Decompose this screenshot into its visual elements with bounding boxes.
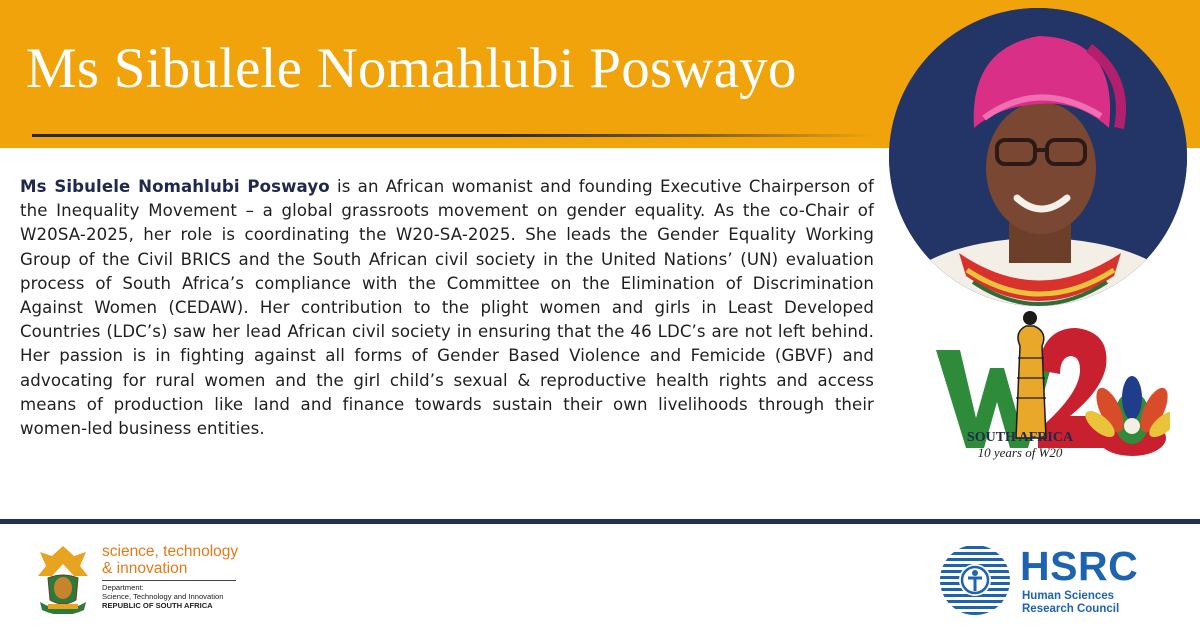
dsti-department-label: Department: <box>102 583 144 592</box>
hsrc-full-name: Human Sciences Research Council <box>1022 590 1120 615</box>
w20-country: SOUTH AFRICA <box>966 430 1074 445</box>
bio-text: is an African womanist and founding Executive Chairperson of the Inequality Movement – a global grassroots movement on gender equality. As the co-Chair of W20SA-2025, her role is coordinating the W20-SA-2025. She leads the Gender Equality Working Group of the Civil BRICS and the South African civil society in the United Nations’ (UN) evaluation process of South Africa’s compliance with the Committee on the Elimination of Discrimination Against Women (CEDAW). Her contribution to the plight women and girls in Least Developed Countries (LDC’s) saw her lead African civil society in ensuring that the 46 LDC’s are not left behind. Her passion is in fighting against all forms of Gender Based Violence and Femicide (GBVF) and advocating for rural women and the girl child’s sexual & reproductive health rights and access means of production like land and finance towards sustain their own livelihoods through their women-led business entities. <box>20 177 874 439</box>
hsrc-abbreviation: HSRC <box>1020 543 1139 589</box>
w20-tagline: 10 years of W20 <box>977 445 1063 460</box>
dsti-department <box>102 584 223 610</box>
dsti-name: science, technology & innovation <box>102 543 239 577</box>
portrait-illustration <box>889 8 1187 306</box>
bio-name: Ms Sibulele Nomahlubi Poswayo <box>20 177 330 196</box>
footer-divider <box>0 519 1200 524</box>
portrait-photo <box>889 8 1187 306</box>
bio-paragraph <box>20 175 874 441</box>
dsti-country: REPUBLIC OF SOUTH AFRICA <box>102 600 213 610</box>
dsti-divider <box>102 580 236 581</box>
w20-caption <box>950 430 1090 460</box>
page-title: Ms Sibulele Nomahlubi Poswayo <box>26 37 797 100</box>
title-underline <box>32 134 872 137</box>
coat-of-arms-icon <box>34 542 92 614</box>
dsti-department-name: Science, Technology and Innovation <box>102 591 224 601</box>
hsrc-logo-icon <box>936 543 1014 617</box>
